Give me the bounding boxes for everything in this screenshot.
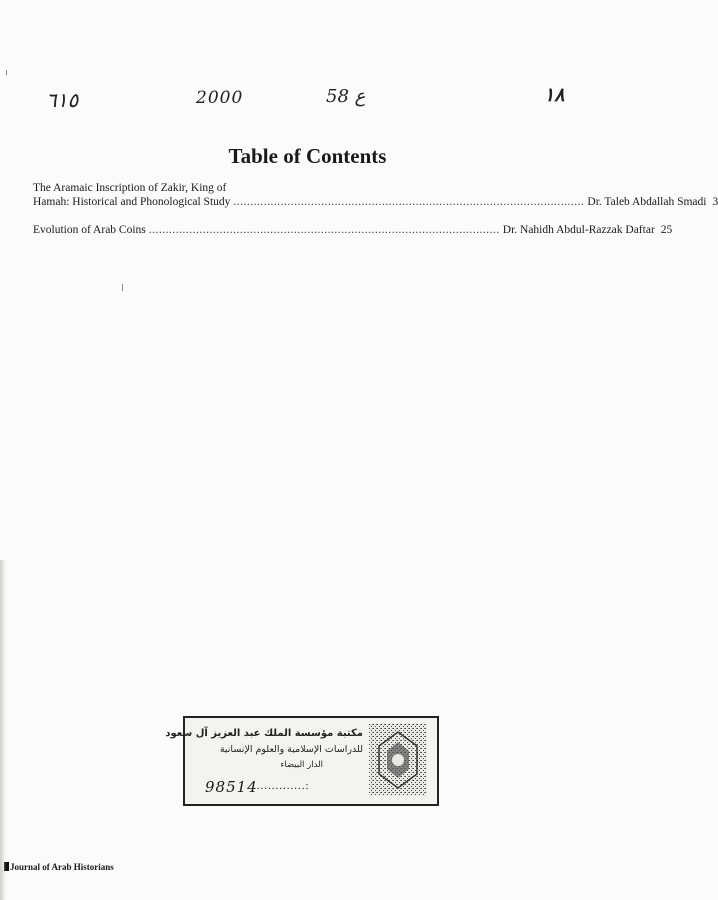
toc-entry-page: 25 [660, 224, 673, 236]
stamp-text-block [165, 724, 363, 796]
toc-entry-page: 3 [712, 196, 718, 208]
page-title: Table of Contents [228, 144, 387, 168]
scan-speck [122, 284, 123, 291]
journal-name: Journal of Arab Historians [10, 862, 114, 872]
stamp-line: مكتبة مؤسسة الملك عبد العزيز آل سعود [165, 728, 363, 739]
journal-footer [4, 862, 114, 872]
stamp-accession-number: 98514 [205, 778, 258, 796]
stamp-line: للدراسات الإسلامية والعلوم الإنسانية [219, 744, 363, 755]
handwritten-annotations [0, 84, 615, 124]
dot-leader: ........................................................................................................ [148, 224, 500, 236]
toc-title-line [33, 223, 673, 237]
toc-entry [33, 223, 673, 237]
toc-entry-title-continued: Hamah: Historical and Phonological Study [33, 196, 231, 208]
handwritten-page-ref: ١٨ [544, 84, 565, 106]
toc-entry-author: Dr. Taleb Abdallah Smadi [587, 196, 707, 208]
toc-entry-title: The Aramaic Inscription of Zakir, King of [33, 182, 227, 194]
handwritten-year: 2000 [196, 88, 244, 108]
toc-entry-author: Dr. Nahidh Abdul-Razzak Daftar [502, 224, 655, 236]
dot-leader: ........................................................................................................ [233, 196, 585, 208]
handwritten-issue-number: ع 58 [326, 86, 366, 107]
toc-title-line [33, 195, 718, 209]
scan-speck [6, 70, 7, 75]
toc-title-line [33, 181, 599, 195]
stamp-line: الدار البيضاء [280, 760, 323, 770]
toc-entry-title: Evolution of Arab Coins [33, 224, 146, 236]
scan-edge-shadow [0, 560, 6, 900]
table-of-contents [33, 181, 718, 251]
stamp-dotted-line: ..............: [253, 780, 310, 792]
library-stamp [165, 716, 439, 806]
toc-entry [33, 181, 718, 209]
handwritten-code: ٦١٥ [46, 88, 79, 112]
seal-emblem-icon [369, 724, 427, 796]
